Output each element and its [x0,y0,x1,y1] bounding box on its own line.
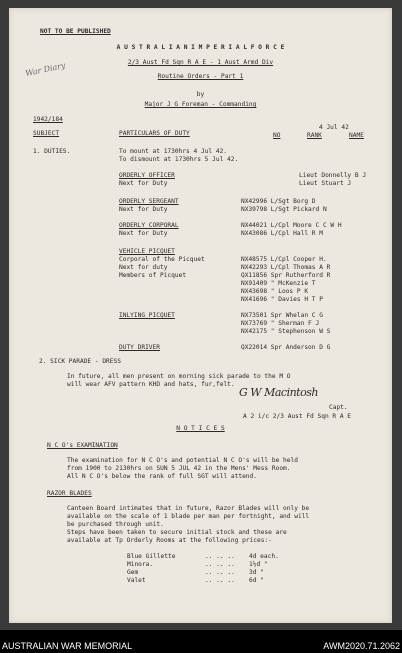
nco-exam-text: The examination for N C O's and potential N C O's will be held [67,457,298,464]
price-item: Minora. [127,561,154,568]
duty-role: Corporal of the Picquet [119,256,205,263]
price-dots: .. .. .. [205,577,235,584]
duty-entry: Lieut Stuart J [299,180,352,187]
header-particulars: PARTICULARS OF DUTY [119,130,190,137]
duty-entry: NX73769 " Sherman F J [241,320,320,327]
duty-heading: DUTY DRIVER [119,344,160,351]
duty-heading: ORDERLY CORPORAL [119,222,179,229]
unit-line: 2/3 Aust Fd Sqn R A E - 1 Aust Armd Div [127,59,274,66]
razor-blades-text: available on the scale of 1 blade per man per fortnight, and will [67,513,310,520]
duty-role: Next for Duty [119,206,168,213]
razor-blades-text: Canteen Board intimates that in future, Razor Blades will only be [67,505,310,512]
mount-time: To mount at 1730hrs 4 Jul 42. [119,148,228,155]
price-value: 3d " [249,569,264,576]
by-line: by [196,91,205,98]
notices-heading: N O T I C E S [176,425,225,432]
price-item: Blue Gillette [127,553,176,560]
document-page [9,8,392,623]
razor-blades-heading: RAZOR BLADES [47,490,92,497]
duty-entry: NX42175 " Stephenson W S [241,328,331,335]
razor-blades-text: available at Tp Orderly Rooms at the following prices:- [67,537,272,544]
duty-role: Next for Duty [119,230,168,237]
duty-role: Next for duty [119,264,168,271]
price-value: 6d " [249,577,264,584]
duty-entry: NX73501 Spr Whelan C G [241,312,323,319]
section-sick-parade-label: 2. SICK PARADE - DRESS [39,358,121,365]
nco-exam-heading: N C O's EXAMINATION [47,442,118,449]
duty-heading: VEHICLE PICQUET [119,248,175,255]
archive-footer [0,630,402,653]
sick-parade-text: In future, all men present on morning sick parade to the M O [67,373,291,380]
duty-heading: ORDERLY SERGEANT [119,198,179,205]
duty-heading: INLYING PICQUET [119,312,175,319]
price-value: 4d each. [249,553,279,560]
duty-entry: NX41696 " Davies H T P [241,296,323,303]
razor-blades-text: be purchased through unit. [67,521,164,528]
duty-entry: NX42293 L/Cpl Thomas A R [241,264,331,271]
footer-accession-number: AWM2020.71.2062 [323,641,400,651]
header-rank: RANK [307,132,322,139]
section-duties-label: 1. DUTIES. [33,148,71,155]
duty-heading: ORDERLY OFFICER [119,172,175,179]
header-name: NAME [349,132,364,139]
duty-entry: NX42996 L/Sgt Borg D [241,198,316,205]
duty-entry: NX44021 L/Cpl Moore C C W H [241,222,342,229]
price-item: Gem [127,569,139,576]
pencil-annotation: War Diary [24,60,67,79]
price-dots: .. .. .. [205,553,235,560]
serial-number: 1942/184 [33,116,63,123]
document-date: 4 Jul 42 [319,124,349,131]
orders-line: Routine Orders - Part 1 [157,73,244,80]
price-item: Valet [127,577,146,584]
nco-exam-text: from 1900 to 2130hrs on SUN 5 JUL 42 in the Mens' Mess Room. [67,465,291,472]
price-value: 1½d " [249,561,268,568]
nco-exam-text: All N C O's below the rank of full SGT will attend. [67,473,257,480]
signature-rank: Capt. [329,404,348,411]
duty-entry: NX48575 L/Cpl Cooper H. [241,256,327,263]
signature: G W Macintosh [239,386,318,399]
razor-blades-text: Steps have been taken to secure initial stock and these are [67,529,287,536]
duty-entry: NX39798 L/Sgt Pickard N [241,206,327,213]
sick-parade-text: will wear AFV pattern KHD and hats, fur,felt. [67,381,235,388]
header-subject: SUBJECT [33,130,60,137]
signature-appointment: A 2 i/c 2/3 Aust Fd Sqn R A E [243,413,352,420]
duty-entry: NX43698 " Loos P K [241,288,309,295]
price-dots: .. .. .. [205,569,235,576]
duty-entry: QX22014 Spr Anderson D G [241,344,331,351]
duty-entry: QX11856 Spr Rutherford R [241,272,331,279]
duty-role: Next for Duty [119,180,168,187]
duty-entry: NX91409 " McKenzie T [241,280,316,287]
document-title: A U S T R A L I A N I M P E R I A L F O R C E [116,44,285,51]
price-dots: .. .. .. [205,561,235,568]
commander-line: Major J G Foreman - Commanding [144,101,257,108]
header-no: NO [273,132,281,139]
duty-entry: Lieut Donnelly B J [299,172,367,179]
duty-role: Members of Picquet [119,272,187,279]
stamp-not-to-be-published: NOT TO BE PUBLISHED [40,28,111,35]
dismount-time: To dismount at 1730hrs 5 Jul 42. [119,156,239,163]
footer-institution: AUSTRALIAN WAR MEMORIAL [2,641,133,651]
duty-entry: NX43086 L/Cpl Hall R M [241,230,323,237]
